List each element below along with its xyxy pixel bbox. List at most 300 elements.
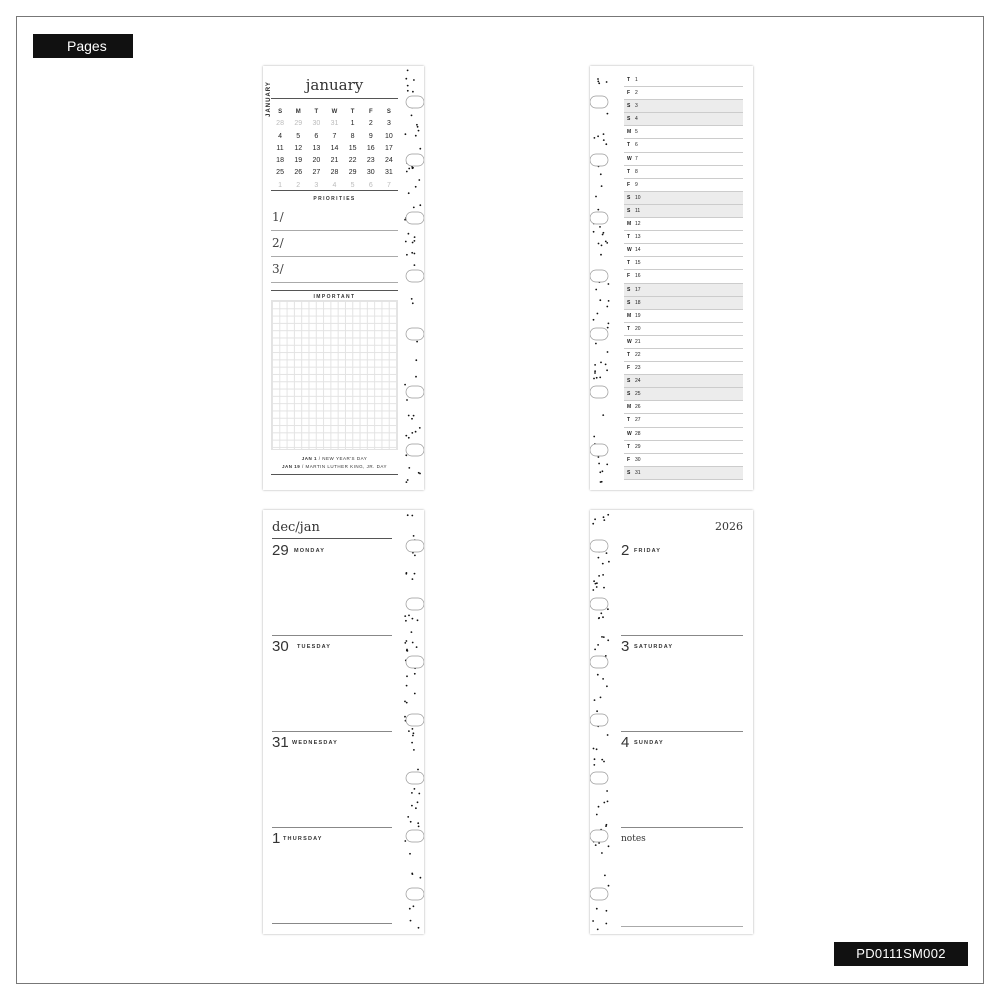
day-letter: S xyxy=(627,391,631,398)
decorative-dot xyxy=(603,761,605,763)
disc-notch xyxy=(406,540,424,552)
decorative-dot xyxy=(595,196,597,198)
calendar-date[interactable]: 7 xyxy=(386,181,391,189)
day-row[interactable] xyxy=(624,297,743,310)
decorative-dot xyxy=(598,575,600,577)
day-number: 7 xyxy=(635,155,638,162)
day-row[interactable] xyxy=(624,257,743,270)
day-letter: F xyxy=(627,365,631,372)
decorative-dot xyxy=(601,185,603,187)
decorative-dot xyxy=(604,875,606,877)
calendar-date[interactable]: 6 xyxy=(314,132,319,140)
calendar-date[interactable]: 29 xyxy=(294,120,303,128)
week-left-header-rule xyxy=(272,538,392,539)
day-number: 4 xyxy=(635,116,638,123)
calendar-date[interactable]: 30 xyxy=(366,169,375,177)
disc-notch xyxy=(406,888,424,900)
day-letter: T xyxy=(627,351,631,358)
dotted-disc-strip xyxy=(402,66,424,490)
day-letter: S xyxy=(627,378,631,385)
decorative-dot xyxy=(601,759,603,761)
decorative-dot xyxy=(608,323,610,325)
day-row[interactable] xyxy=(624,362,743,375)
decorative-dot xyxy=(596,710,598,712)
decorative-dot xyxy=(593,580,595,582)
day-row[interactable] xyxy=(624,153,743,166)
day-block[interactable] xyxy=(621,636,743,732)
weekday-header: T xyxy=(350,109,355,115)
decorative-dot xyxy=(405,78,407,80)
disc-notch xyxy=(590,386,608,398)
decorative-dot xyxy=(603,133,605,135)
decorative-dot xyxy=(413,732,415,734)
day-row[interactable] xyxy=(624,126,743,139)
decorative-dot xyxy=(607,608,609,610)
decorative-dot xyxy=(606,242,608,244)
decorative-dot xyxy=(599,471,601,473)
decorative-dot xyxy=(605,241,607,243)
decorative-dot xyxy=(603,636,605,638)
month-side-tab-label: JANUARY xyxy=(266,81,272,117)
day-row[interactable] xyxy=(624,388,743,401)
calendar-date[interactable]: 28 xyxy=(276,120,284,128)
decorative-dot xyxy=(595,844,597,846)
decorative-dot xyxy=(600,612,602,614)
day-row[interactable] xyxy=(624,87,743,100)
decorative-dot xyxy=(597,644,599,646)
day-row[interactable] xyxy=(624,113,743,126)
day-number: 13 xyxy=(635,234,641,241)
decorative-dot xyxy=(412,578,414,580)
day-row[interactable] xyxy=(624,310,743,323)
day-letter: S xyxy=(627,103,631,110)
decorative-dot xyxy=(593,378,595,380)
calendar-date[interactable]: 1 xyxy=(278,181,283,189)
disc-notch xyxy=(590,772,608,784)
decorative-dot xyxy=(608,283,610,285)
day-letter: S xyxy=(627,299,631,306)
decorative-dot xyxy=(405,454,407,456)
calendar-week-row xyxy=(271,118,398,130)
day-row[interactable] xyxy=(624,244,743,257)
calendar-date[interactable]: 11 xyxy=(276,144,284,152)
day-row[interactable] xyxy=(624,179,743,192)
decorative-dot xyxy=(598,243,600,245)
day-letter: T xyxy=(627,443,631,450)
mini-calendar xyxy=(271,106,398,192)
decorative-dot xyxy=(597,209,599,211)
decorative-dot xyxy=(420,877,422,879)
decorative-dot xyxy=(404,701,406,703)
day-number: 30 xyxy=(635,456,641,463)
day-row[interactable] xyxy=(624,336,743,349)
decorative-dot xyxy=(405,241,407,243)
calendar-date[interactable]: 31 xyxy=(385,169,393,177)
decorative-dot xyxy=(412,302,414,304)
day-row[interactable] xyxy=(624,270,743,283)
decorative-dot xyxy=(600,173,602,175)
decorative-dot xyxy=(413,535,415,537)
day-row[interactable] xyxy=(624,231,743,244)
day-weekday: MONDAY xyxy=(294,548,326,554)
decorative-dot xyxy=(416,341,418,343)
day-number: 1 xyxy=(272,830,281,847)
decorative-dot xyxy=(594,518,596,520)
decorative-dot xyxy=(407,479,409,481)
calendar-date[interactable]: 5 xyxy=(296,132,301,140)
decorative-dot xyxy=(608,300,610,302)
decorative-dot xyxy=(602,616,604,618)
decorative-dot xyxy=(408,437,410,439)
day-weekday: THURSDAY xyxy=(283,836,323,842)
day-weekday: SUNDAY xyxy=(634,740,664,746)
decorative-dot xyxy=(415,376,417,378)
decorative-dot xyxy=(603,139,605,141)
day-block[interactable] xyxy=(272,732,392,828)
decorative-dot xyxy=(608,561,610,563)
disc-notch xyxy=(406,714,424,726)
calendar-date[interactable]: 13 xyxy=(312,144,321,152)
calendar-date[interactable]: 2 xyxy=(296,181,301,189)
calendar-date[interactable]: 23 xyxy=(366,157,375,165)
holiday-1: JAN 1 / NEW YEAR'S DAY xyxy=(301,456,368,461)
notes-block[interactable] xyxy=(621,828,743,924)
decorative-dot xyxy=(599,299,601,301)
decorative-dot xyxy=(594,649,596,651)
decorative-dot xyxy=(411,742,413,744)
calendar-date[interactable]: 29 xyxy=(348,169,357,177)
calendar-date[interactable]: 27 xyxy=(312,169,321,177)
week-right-header: 2026 xyxy=(715,520,743,533)
day-row[interactable] xyxy=(624,375,743,388)
holiday-2-name: MARTIN LUTHER KING, JR. DAY xyxy=(305,464,388,469)
day-number: 1 xyxy=(635,77,638,83)
disc-notch xyxy=(590,444,608,456)
day-letter: S xyxy=(627,194,631,201)
calendar-date[interactable]: 21 xyxy=(330,157,339,165)
disc-notch xyxy=(406,154,424,166)
day-number: 18 xyxy=(635,299,641,306)
day-number: 25 xyxy=(635,391,641,398)
day-number: 3 xyxy=(635,103,638,110)
day-row[interactable] xyxy=(624,454,743,467)
calendar-date[interactable]: 18 xyxy=(276,157,284,165)
day-letter: W xyxy=(627,247,632,254)
calendar-date[interactable]: 4 xyxy=(332,181,337,189)
decorative-dot xyxy=(414,264,416,266)
calendar-date[interactable]: 15 xyxy=(348,144,357,152)
day-letter: W xyxy=(627,430,632,437)
decorative-dot xyxy=(595,289,597,291)
day-letter: T xyxy=(627,77,631,83)
decorative-dot xyxy=(414,555,416,557)
decorative-dot xyxy=(407,85,409,87)
day-row[interactable] xyxy=(624,349,743,362)
decorative-dot xyxy=(607,514,609,516)
calendar-date[interactable]: 6 xyxy=(368,181,373,189)
decorative-dot xyxy=(594,364,596,366)
day-number: 14 xyxy=(635,247,641,254)
calendar-date[interactable]: 28 xyxy=(330,169,339,177)
weekday-header: S xyxy=(278,109,283,115)
decorative-dot xyxy=(408,730,410,732)
day-row[interactable] xyxy=(624,284,743,297)
decorative-dot xyxy=(593,764,595,766)
calendar-date[interactable]: 24 xyxy=(385,157,393,165)
calendar-date[interactable]: 22 xyxy=(348,157,357,165)
notes-label: notes xyxy=(621,834,646,844)
disc-notch xyxy=(406,96,424,108)
day-number: 8 xyxy=(635,168,638,175)
day-row[interactable] xyxy=(624,205,743,218)
decorative-dot xyxy=(414,673,416,675)
disc-notch xyxy=(406,830,424,842)
decorative-dot xyxy=(596,377,598,379)
decorative-dot xyxy=(406,481,408,483)
day-number: 17 xyxy=(635,286,641,293)
calendar-date[interactable]: 2 xyxy=(368,120,373,128)
day-letter: F xyxy=(627,181,631,188)
decorative-dot xyxy=(594,137,596,139)
calendar-date[interactable]: 3 xyxy=(314,181,319,189)
disc-notch xyxy=(406,386,424,398)
decorative-dot xyxy=(601,636,603,638)
day-number: 3 xyxy=(621,638,630,655)
priorities-rule xyxy=(271,190,398,191)
disc-notch xyxy=(406,598,424,610)
day-list xyxy=(624,74,743,480)
decorative-dot xyxy=(602,678,604,680)
decorative-dot xyxy=(602,234,604,236)
decorative-dot xyxy=(602,470,604,472)
decorative-dot xyxy=(605,143,607,145)
decorative-dot xyxy=(418,179,420,181)
decorative-dot xyxy=(404,615,406,617)
decorative-dot xyxy=(602,574,604,576)
calendar-date[interactable]: 9 xyxy=(368,132,373,140)
decorative-dot xyxy=(606,824,608,826)
day-number: 22 xyxy=(635,351,641,358)
important-rule xyxy=(271,290,398,291)
day-number: 21 xyxy=(635,338,641,345)
day-number: 11 xyxy=(635,207,641,214)
day-block[interactable] xyxy=(621,540,743,636)
decorative-dot xyxy=(405,573,407,575)
calendar-date[interactable]: 16 xyxy=(366,144,375,152)
day-block[interactable] xyxy=(272,540,392,636)
decorative-dot xyxy=(418,927,420,929)
day-number: 20 xyxy=(635,325,641,332)
decorative-dot xyxy=(408,615,410,617)
weekday-header: F xyxy=(368,109,373,115)
day-number: 26 xyxy=(635,404,641,411)
calendar-date[interactable]: 5 xyxy=(350,181,355,189)
day-row[interactable] xyxy=(624,428,743,441)
priorities-title: PRIORITIES xyxy=(313,196,356,202)
decorative-dot xyxy=(412,167,414,169)
calendar-date[interactable]: 4 xyxy=(278,132,283,140)
decorative-dot xyxy=(597,81,599,83)
calendar-date[interactable]: 1 xyxy=(350,120,355,128)
decorative-dot xyxy=(600,481,602,483)
decorative-dot xyxy=(411,252,413,254)
dotted-disc-strip xyxy=(590,66,612,490)
weekday-header: S xyxy=(386,109,391,115)
priority-line-3 xyxy=(271,282,398,283)
decorative-dot xyxy=(593,748,595,750)
calendar-date[interactable]: 14 xyxy=(330,144,339,152)
weekday-header: T xyxy=(314,109,319,115)
decorative-dot xyxy=(607,801,609,803)
footer-rule xyxy=(271,474,398,475)
day-row[interactable] xyxy=(624,139,743,152)
calendar-date[interactable]: 31 xyxy=(330,120,339,128)
day-weekday: FRIDAY xyxy=(634,548,662,554)
decorative-dot xyxy=(417,619,419,621)
day-letter: S xyxy=(627,286,631,293)
decorative-dot xyxy=(418,826,420,828)
day-letter: T xyxy=(627,260,631,267)
disc-notch xyxy=(406,212,424,224)
decorative-dot xyxy=(406,399,408,401)
disc-notch xyxy=(406,656,424,668)
outer-frame xyxy=(16,16,984,984)
calendar-date[interactable]: 12 xyxy=(294,144,303,152)
day-number: 27 xyxy=(635,417,641,424)
decorative-dot xyxy=(406,254,408,256)
decorative-dot xyxy=(607,734,609,736)
day-row[interactable] xyxy=(624,323,743,336)
day-row[interactable] xyxy=(624,414,743,427)
decorative-dot xyxy=(592,589,594,591)
priority-line-1 xyxy=(271,230,398,231)
disc-notch xyxy=(590,888,608,900)
decorative-dot xyxy=(411,418,413,420)
calendar-date[interactable]: 20 xyxy=(312,157,321,165)
decorative-dot xyxy=(606,685,608,687)
disc-notch xyxy=(406,772,424,784)
calendar-date[interactable]: 10 xyxy=(385,132,393,140)
decorative-dot xyxy=(411,792,413,794)
decorative-dot xyxy=(411,515,413,517)
decorative-dot xyxy=(593,231,595,233)
day-letter: S xyxy=(627,207,631,214)
day-row[interactable] xyxy=(624,401,743,414)
decorative-dot xyxy=(419,427,421,429)
decorative-dot xyxy=(594,372,596,374)
calendar-date[interactable]: 3 xyxy=(386,120,391,128)
notes-rule xyxy=(621,926,743,927)
decorative-dot xyxy=(407,90,409,92)
decorative-dot xyxy=(412,91,414,93)
disc-notch xyxy=(406,328,424,340)
decorative-dot xyxy=(414,788,416,790)
disc-notch xyxy=(590,540,608,552)
decorative-dot xyxy=(409,908,411,910)
decorative-dot xyxy=(419,148,421,150)
decorative-dot xyxy=(416,646,418,648)
month-page xyxy=(263,66,424,490)
calendar-date[interactable]: 30 xyxy=(312,120,321,128)
day-row[interactable] xyxy=(624,192,743,205)
decorative-dot xyxy=(606,552,608,554)
day-letter: F xyxy=(627,456,631,463)
day-row[interactable] xyxy=(624,166,743,179)
day-letter: T xyxy=(627,325,631,332)
decorative-dot xyxy=(412,735,414,737)
day-number: 12 xyxy=(635,221,641,228)
decorative-dot xyxy=(599,377,601,379)
decorative-dot xyxy=(419,204,421,206)
decorative-dot xyxy=(606,306,608,308)
decorative-dot xyxy=(603,519,605,521)
day-block[interactable] xyxy=(621,732,743,828)
decorative-dot xyxy=(407,70,409,72)
day-block[interactable] xyxy=(272,636,392,732)
week-left-page xyxy=(263,510,424,934)
decorative-dot xyxy=(413,905,415,907)
decorative-dot xyxy=(601,245,603,247)
calendar-date[interactable]: 19 xyxy=(294,157,303,165)
disc-notch xyxy=(590,270,608,282)
calendar-date[interactable]: 7 xyxy=(332,132,337,140)
disc-notch xyxy=(590,212,608,224)
decorative-dot xyxy=(607,327,609,329)
decorative-dot xyxy=(598,82,600,84)
decorative-dot xyxy=(407,514,409,516)
holiday-1-name: NEW YEAR'S DAY xyxy=(322,456,368,461)
calendar-date[interactable]: 25 xyxy=(276,169,284,177)
day-row[interactable] xyxy=(624,74,743,87)
day-row[interactable] xyxy=(624,467,743,480)
week-right-page xyxy=(590,510,753,934)
decorative-dot xyxy=(594,699,596,701)
decorative-dot xyxy=(413,207,415,209)
calendar-week-row xyxy=(271,155,398,167)
decorative-dot xyxy=(605,364,607,366)
day-number: 31 xyxy=(272,734,289,751)
day-row[interactable] xyxy=(624,100,743,113)
decorative-dot xyxy=(411,805,413,807)
decorative-dot xyxy=(601,852,603,854)
decorative-dot xyxy=(408,467,410,469)
day-number: 2 xyxy=(635,90,638,97)
calendar-date[interactable]: 8 xyxy=(350,132,355,140)
day-row[interactable] xyxy=(624,441,743,454)
day-number: 30 xyxy=(272,638,289,655)
decorative-dot xyxy=(417,822,419,824)
day-block[interactable] xyxy=(272,828,392,924)
day-row[interactable] xyxy=(624,218,743,231)
calendar-date[interactable]: 17 xyxy=(385,144,393,152)
decorative-dot xyxy=(598,557,600,559)
day-letter: F xyxy=(627,273,631,280)
decorative-dot xyxy=(415,359,417,361)
decorative-dot xyxy=(415,135,417,137)
decorative-dot xyxy=(406,685,408,687)
calendar-date[interactable]: 26 xyxy=(294,169,303,177)
decorative-dot xyxy=(418,130,420,132)
decorative-dot xyxy=(414,236,416,238)
decorative-dot xyxy=(592,523,594,525)
decorative-dot xyxy=(418,793,420,795)
decorative-dot xyxy=(598,463,600,465)
decorative-dot xyxy=(404,642,406,644)
disc-notch xyxy=(406,270,424,282)
day-letter: M xyxy=(627,129,632,136)
decorative-dot xyxy=(597,78,599,80)
day-number: 5 xyxy=(635,129,638,136)
